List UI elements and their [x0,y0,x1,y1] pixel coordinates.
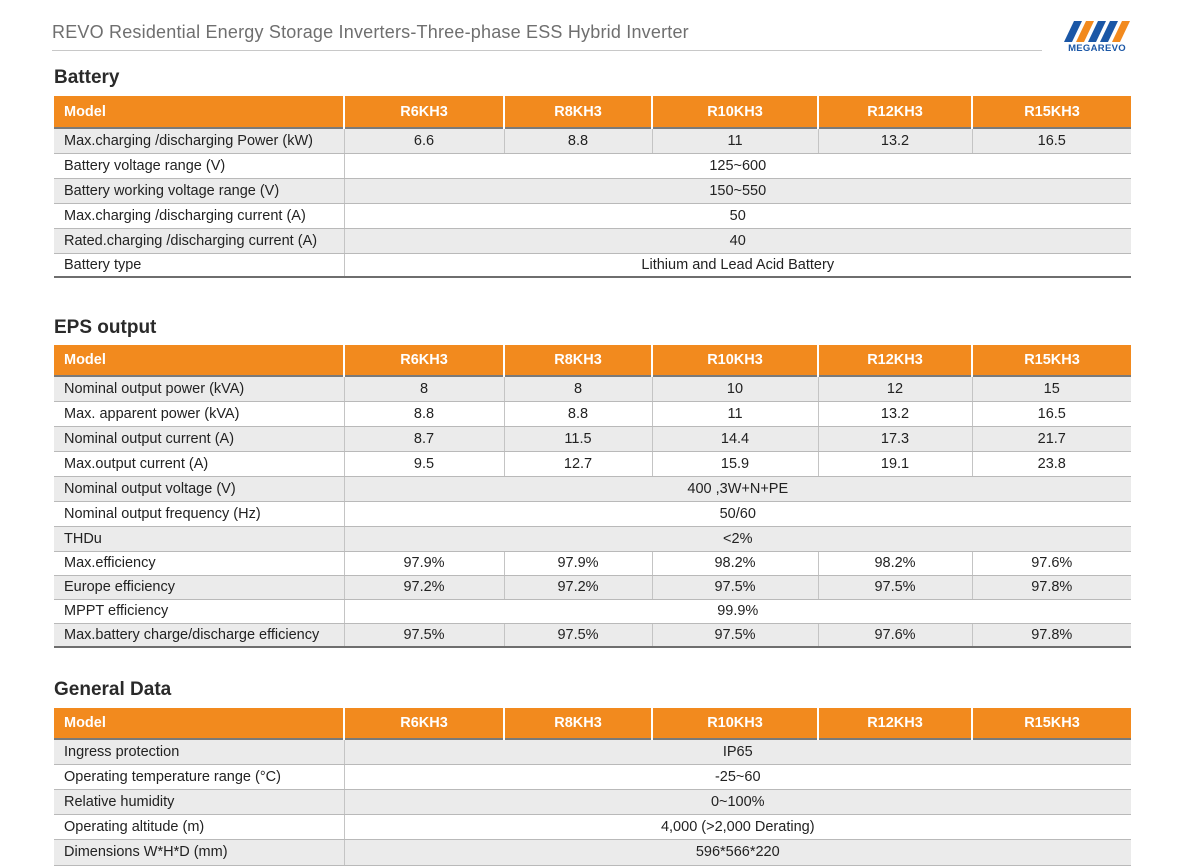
column-header: R8KH3 [504,345,652,376]
cell-value: 23.8 [972,451,1131,476]
column-header: R15KH3 [972,96,1131,128]
cell-value: 12 [818,376,972,401]
cell-value: 97.5% [652,623,818,647]
table-header-row [54,345,1131,376]
cell-value: 400 ,3W+N+PE [344,476,1131,501]
row-label: Rated.charging /discharging current (A) [54,228,344,253]
cell-value: 10 [652,376,818,401]
row-label: THDu [54,526,344,551]
cell-value: 14.4 [652,426,818,451]
cell-value: 21.7 [972,426,1131,451]
column-header: R6KH3 [344,96,504,128]
table-row [54,739,1131,764]
row-label: Dimensions W*H*D (mm) [54,839,344,865]
cell-value: 8.7 [344,426,504,451]
column-header: R15KH3 [972,345,1131,376]
table-row [54,501,1131,526]
cell-value: 97.2% [504,575,652,599]
cell-value: 4,000 (>2,000 Derating) [344,814,1131,839]
cell-value: 50 [344,203,1131,228]
row-label: Ingress protection [54,739,344,764]
table-row [54,153,1131,178]
cell-value: 16.5 [972,401,1131,426]
cell-value: 40 [344,228,1131,253]
row-label: Max.battery charge/discharge efficiency [54,623,344,647]
cell-value: 11 [652,401,818,426]
cell-value: 50/60 [344,501,1131,526]
cell-value: 0~100% [344,789,1131,814]
cell-value: 97.5% [504,623,652,647]
cell-value: 97.5% [344,623,504,647]
row-label: Nominal output current (A) [54,426,344,451]
table-header-row [54,708,1131,739]
table-row [54,789,1131,814]
column-header: R8KH3 [504,96,652,128]
cell-value: 8.8 [504,128,652,153]
cell-value: 16.5 [972,128,1131,153]
cell-value: 8 [504,376,652,401]
cell-value: 15.9 [652,451,818,476]
megarevo-logo-icon [1060,18,1134,44]
table-row [54,814,1131,839]
table-row [54,476,1131,501]
page-title: REVO Residential Energy Storage Inverters-Three-phase ESS Hybrid Inverter [52,22,689,42]
cell-value: 97.5% [652,575,818,599]
cell-value: Lithium and Lead Acid Battery [344,253,1131,277]
row-label: Max.charging /discharging Power (kW) [54,128,344,153]
column-header: R10KH3 [652,96,818,128]
column-header: Model [54,96,344,128]
row-label: Nominal output frequency (Hz) [54,501,344,526]
cell-value: <2% [344,526,1131,551]
cell-value: 97.8% [972,623,1131,647]
row-label: Nominal output power (kVA) [54,376,344,401]
cell-value: 8 [344,376,504,401]
row-label: Max. apparent power (kVA) [54,401,344,426]
column-header: R6KH3 [344,345,504,376]
table-row [54,228,1131,253]
cell-value: 99.9% [344,599,1131,623]
table-row [54,376,1131,401]
battery-table [54,96,1131,278]
cell-value: 98.2% [818,551,972,575]
cell-value: 6.6 [344,128,504,153]
general-data-table [54,708,1131,866]
table-header-row [54,96,1131,128]
table-row [54,764,1131,789]
cell-value: 97.9% [344,551,504,575]
cell-value: 97.8% [972,575,1131,599]
table-row [54,839,1131,865]
logo-text: MEGAREVO [1068,43,1126,54]
cell-value: -25~60 [344,764,1131,789]
column-header: Model [54,345,344,376]
table-row [54,526,1131,551]
cell-value: 13.2 [818,128,972,153]
column-header: R12KH3 [818,345,972,376]
cell-value: IP65 [344,739,1131,764]
megarevo-logo [1060,18,1134,56]
cell-value: 97.2% [344,575,504,599]
cell-value: 596*566*220 [344,839,1131,865]
cell-value: 97.5% [818,575,972,599]
section-title-eps-output: EPS output [54,317,157,338]
row-label: Max.charging /discharging current (A) [54,203,344,228]
cell-value: 19.1 [818,451,972,476]
page-header [52,18,1042,51]
column-header: R12KH3 [818,708,972,739]
column-header: R8KH3 [504,708,652,739]
column-header: R6KH3 [344,708,504,739]
cell-value: 8.8 [344,401,504,426]
table-row [54,426,1131,451]
cell-value: 97.6% [972,551,1131,575]
cell-value: 150~550 [344,178,1131,203]
table-row [54,599,1131,623]
cell-value: 125~600 [344,153,1131,178]
row-label: Max.efficiency [54,551,344,575]
table-row [54,451,1131,476]
cell-value: 98.2% [652,551,818,575]
table-row [54,401,1131,426]
column-header: R10KH3 [652,345,818,376]
section-title-battery: Battery [54,67,120,88]
table-row [54,178,1131,203]
row-label: Operating temperature range (°C) [54,764,344,789]
column-header: R10KH3 [652,708,818,739]
table-row [54,623,1131,647]
table-row [54,551,1131,575]
cell-value: 12.7 [504,451,652,476]
table-row [54,128,1131,153]
table-row [54,203,1131,228]
cell-value: 15 [972,376,1131,401]
cell-value: 8.8 [504,401,652,426]
column-header: Model [54,708,344,739]
section-title-general-data: General Data [54,679,172,700]
cell-value: 13.2 [818,401,972,426]
cell-value: 97.6% [818,623,972,647]
row-label: Europe efficiency [54,575,344,599]
column-header: R15KH3 [972,708,1131,739]
cell-value: 9.5 [344,451,504,476]
table-row [54,575,1131,599]
cell-value: 97.9% [504,551,652,575]
eps-output-table [54,345,1131,648]
table-row [54,253,1131,277]
row-label: Battery voltage range (V) [54,153,344,178]
row-label: Battery type [54,253,344,277]
cell-value: 17.3 [818,426,972,451]
row-label: MPPT efficiency [54,599,344,623]
row-label: Nominal output voltage (V) [54,476,344,501]
column-header: R12KH3 [818,96,972,128]
cell-value: 11.5 [504,426,652,451]
row-label: Battery working voltage range (V) [54,178,344,203]
row-label: Relative humidity [54,789,344,814]
cell-value: 11 [652,128,818,153]
row-label: Operating altitude (m) [54,814,344,839]
row-label: Max.output current (A) [54,451,344,476]
